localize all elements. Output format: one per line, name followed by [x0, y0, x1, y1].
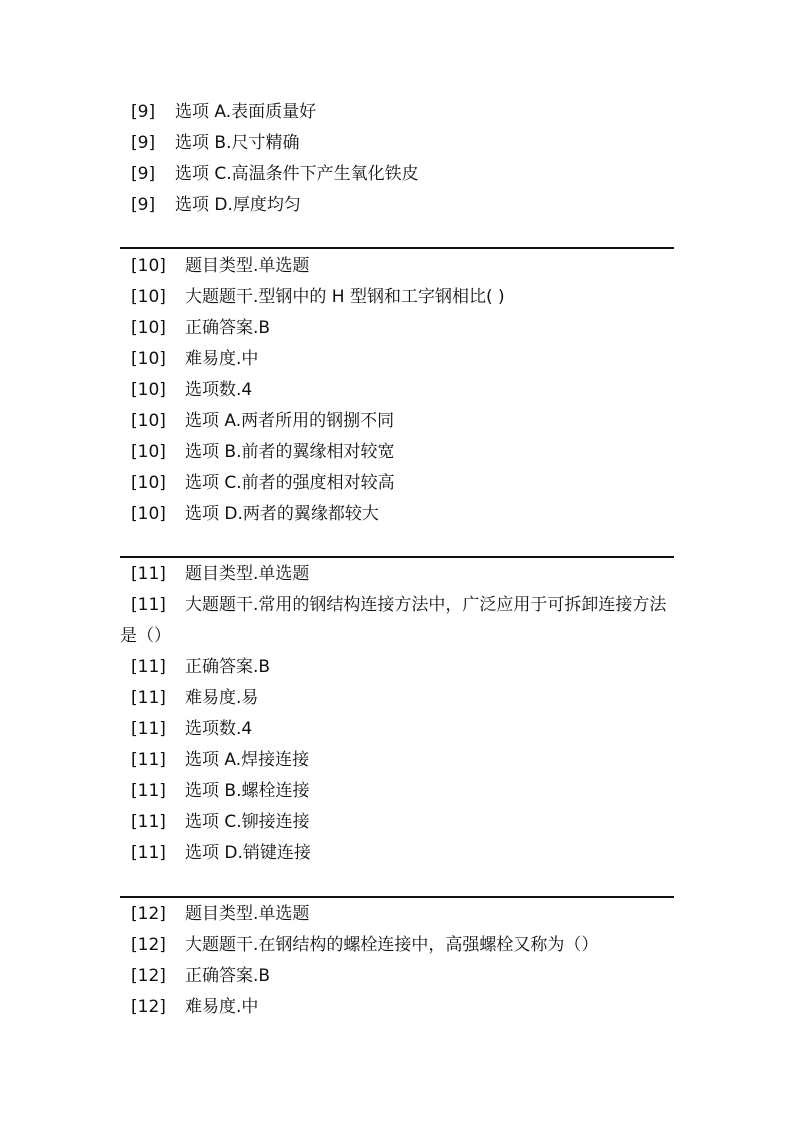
question-number: [9] — [131, 195, 156, 215]
list-item — [120, 159, 674, 190]
question-11-block — [120, 559, 674, 869]
section-divider — [120, 247, 674, 249]
question-10-block — [120, 251, 674, 530]
list-item — [120, 313, 674, 344]
list-item — [120, 406, 674, 437]
line-text: 题目类型.单选题 — [185, 256, 310, 276]
question-number: [9] — [131, 133, 156, 153]
list-item — [120, 807, 674, 838]
question-number: [10] — [131, 287, 166, 307]
question-number: [11] — [131, 564, 166, 584]
line-text: 正确答案.B — [185, 657, 271, 677]
line-text: 题目类型.单选题 — [185, 904, 310, 924]
list-item — [120, 652, 674, 683]
line-text: 选项 B.前者的翼缘相对较宽 — [185, 442, 395, 462]
line-text: 选项 A.焊接连接 — [185, 750, 310, 770]
question-number: [12] — [131, 997, 166, 1017]
list-item — [120, 97, 674, 128]
list-item — [120, 344, 674, 375]
list-item — [120, 745, 674, 776]
line-text: 选项 C.高温条件下产生氧化铁皮 — [175, 164, 419, 184]
question-number: [10] — [131, 504, 166, 524]
question-number: [9] — [131, 164, 156, 184]
question-number: [10] — [131, 256, 166, 276]
line-text: 选项 B.螺栓连接 — [185, 781, 310, 801]
section-divider — [120, 896, 674, 898]
list-item — [120, 190, 674, 221]
question-number: [12] — [131, 935, 166, 955]
question-number: [10] — [131, 473, 166, 493]
line-text: 选项数.4 — [185, 380, 253, 400]
line-text: 选项 C.铆接连接 — [185, 812, 310, 832]
list-item — [120, 375, 674, 406]
list-item — [120, 251, 674, 282]
list-item — [120, 930, 674, 961]
question-number: [11] — [131, 595, 166, 615]
line-text: 选项 A.表面质量好 — [175, 102, 317, 122]
question-12-block — [120, 899, 674, 1023]
question-number: [11] — [131, 719, 166, 739]
list-item — [120, 590, 674, 652]
question-number: [11] — [131, 750, 166, 770]
list-item — [120, 961, 674, 992]
question-number: [10] — [131, 318, 166, 338]
list-item — [120, 499, 674, 530]
question-number: [12] — [131, 904, 166, 924]
list-item — [120, 683, 674, 714]
line-text: 选项 C.前者的强度相对较高 — [185, 473, 395, 493]
line-text: 选项 D.销键连接 — [185, 843, 311, 863]
list-item — [120, 468, 674, 499]
list-item — [120, 776, 674, 807]
line-text: 选项 A.两者所用的钢捌不同 — [185, 411, 395, 431]
line-text: 大题题干.在钢结构的螺栓连接中，高强螺栓又称为（） — [185, 935, 599, 955]
question-number: [11] — [131, 812, 166, 832]
list-item — [120, 899, 674, 930]
line-text: 大题题干.型钢中的 H 型钢和工字钢相比( ) — [185, 287, 505, 307]
question-number: [9] — [131, 102, 156, 122]
line-text: 大题题干.常用的钢结构连接方法中，广泛应用于可拆卸连接方法是（） — [120, 595, 667, 646]
list-item — [120, 559, 674, 590]
question-number: [10] — [131, 442, 166, 462]
question-9-block — [120, 97, 674, 221]
question-number: [11] — [131, 781, 166, 801]
question-number: [10] — [131, 380, 166, 400]
question-number: [10] — [131, 411, 166, 431]
question-number: [11] — [131, 843, 166, 863]
question-number: [11] — [131, 657, 166, 677]
line-text: 难易度.中 — [185, 349, 259, 369]
list-item — [120, 714, 674, 745]
section-divider — [120, 556, 674, 558]
list-item — [120, 838, 674, 869]
line-text: 难易度.中 — [185, 997, 259, 1017]
line-text: 正确答案.B — [185, 966, 271, 986]
question-number: [11] — [131, 688, 166, 708]
list-item — [120, 992, 674, 1023]
question-number: [10] — [131, 349, 166, 369]
list-item — [120, 282, 674, 313]
line-text: 选项数.4 — [185, 719, 253, 739]
line-text: 题目类型.单选题 — [185, 564, 310, 584]
question-number: [12] — [131, 966, 166, 986]
line-text: 选项 D.两者的翼缘都较大 — [185, 504, 379, 524]
list-item — [120, 437, 674, 468]
line-text: 难易度.易 — [185, 688, 259, 708]
line-text: 正确答案.B — [185, 318, 271, 338]
list-item — [120, 128, 674, 159]
line-text: 选项 B.尺寸精确 — [175, 133, 300, 153]
line-text: 选项 D.厚度均匀 — [175, 195, 301, 215]
